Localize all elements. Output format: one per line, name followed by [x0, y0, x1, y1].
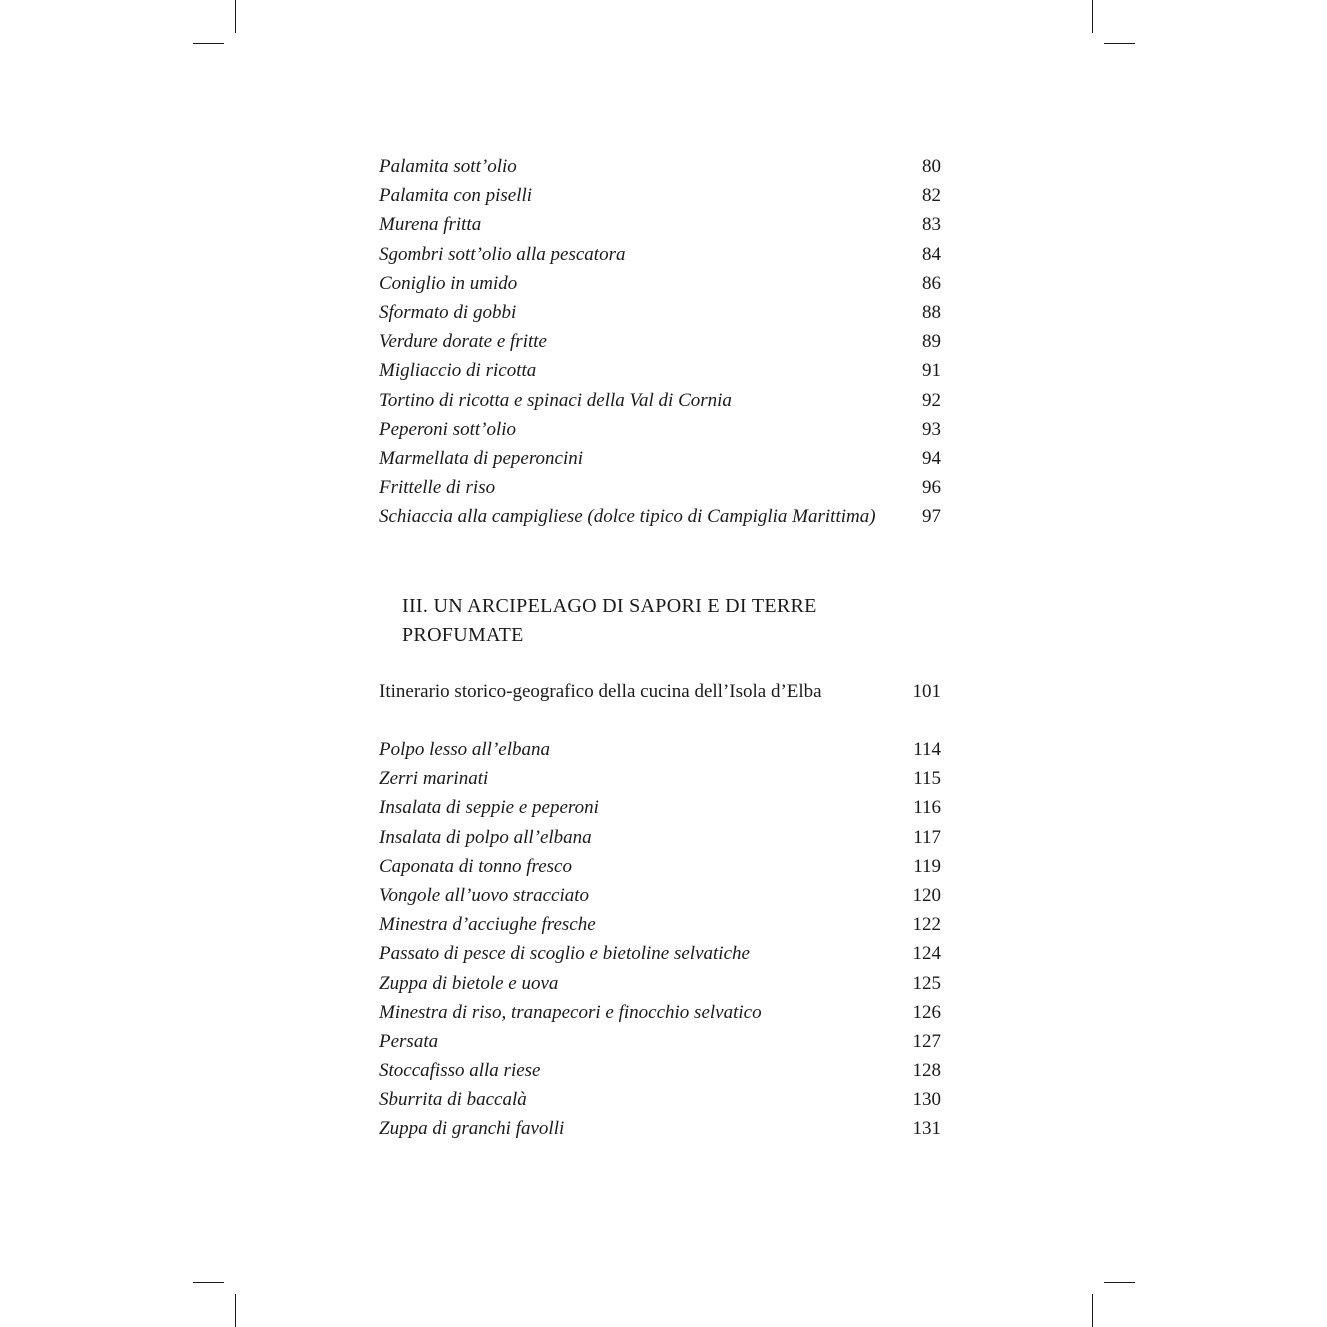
toc-entry: [379, 214, 941, 243]
toc-itinerary: [379, 681, 941, 710]
toc-entry-title: Zerri marinati: [379, 768, 489, 790]
toc-entry-title: Marmellata di peperoncini: [379, 447, 584, 469]
toc-entry: [379, 419, 941, 448]
toc-entry-page: 116: [913, 797, 941, 819]
toc-entry: [379, 185, 941, 214]
toc-entry-title: Verdure dorate e fritte: [379, 331, 547, 353]
toc-entry-page: 80: [922, 156, 941, 177]
toc-entry-title: Stoccafisso alla riese: [379, 1060, 541, 1082]
toc-entry-title: Coniglio in umido: [379, 272, 518, 294]
crop-mark-top-right-vertical: [1092, 0, 1093, 33]
toc-entry: [379, 1031, 941, 1060]
toc-entry-title: Minestra d’acciughe fresche: [379, 914, 596, 936]
toc-entry-page: 88: [922, 301, 941, 323]
toc-list-part-2: [379, 739, 941, 1148]
section-heading: [402, 592, 862, 650]
toc-entry-page: 125: [912, 972, 941, 994]
toc-entry-page: 127: [912, 1030, 941, 1052]
toc-entry: [379, 768, 941, 797]
toc-entry-title: Caponata di tonno fresco: [379, 855, 572, 877]
toc-entry-page: 83: [922, 214, 941, 236]
toc-entry: [379, 973, 941, 1002]
toc-entry-title: Sburrita di baccalà: [379, 1089, 527, 1111]
toc-entry: [379, 477, 941, 506]
toc-entry-title: Schiaccia alla campigliese (dolce tipico di Campiglia Marittima): [379, 506, 876, 528]
toc-entry: [379, 506, 941, 535]
toc-entry-title: Migliaccio di ricotta: [379, 360, 537, 382]
section-heading-line-2: PROFUMATE: [402, 624, 524, 646]
toc-entry: [379, 1060, 941, 1089]
crop-mark-bottom-left-horizontal: [193, 1282, 224, 1283]
toc-entry-page: 117: [913, 826, 941, 848]
toc-entry-page: 126: [912, 1001, 941, 1023]
toc-entry: [379, 739, 941, 768]
toc-entry-page: 101: [912, 681, 941, 702]
toc-entry-page: 122: [912, 914, 941, 936]
toc-entry-title: Zuppa di granchi favolli: [379, 1118, 565, 1140]
toc-entry: [379, 1002, 941, 1031]
toc-entry-title: Peperoni sott’olio: [379, 418, 517, 440]
toc-entry-title: Palamita con piselli: [379, 185, 533, 207]
toc-entry-itinerary: [379, 681, 941, 710]
toc-entry: [379, 1118, 941, 1147]
toc-entry-page: 93: [922, 418, 941, 440]
toc-entry-page: 89: [922, 331, 941, 353]
toc-entry: [379, 390, 941, 419]
toc-entry-title: Zuppa di bietole e uova: [379, 972, 559, 994]
toc-entry-title: Minestra di riso, tranapecori e finocchio selvatico: [379, 1001, 762, 1023]
toc-entry: [379, 827, 941, 856]
toc-entry-title: Palamita sott’olio: [379, 156, 517, 177]
toc-entry-title: Polpo lesso all’elbana: [379, 739, 550, 760]
toc-entry-page: 91: [922, 360, 941, 382]
toc-entry-page: 84: [922, 243, 941, 265]
crop-mark-bottom-left-vertical: [235, 1294, 236, 1327]
toc-list-part-1: [379, 156, 941, 535]
toc-entry-page: 119: [913, 855, 941, 877]
toc-entry-page: 131: [912, 1118, 941, 1140]
toc-entry-title: Sgombri sott’olio alla pescatora: [379, 243, 626, 265]
toc-entry: [379, 914, 941, 943]
toc-entry: [379, 1089, 941, 1118]
crop-mark-top-right-horizontal: [1104, 43, 1135, 44]
toc-entry: [379, 448, 941, 477]
toc-entry-page: 130: [912, 1089, 941, 1111]
toc-entry-title: Tortino di ricotta e spinaci della Val di Cornia: [379, 389, 732, 411]
toc-entry: [379, 360, 941, 389]
toc-entry-title: Persata: [379, 1030, 439, 1052]
crop-mark-top-left-vertical: [235, 0, 236, 33]
toc-entry: [379, 302, 941, 331]
crop-mark-top-left-horizontal: [193, 43, 224, 44]
toc-entry-page: 120: [912, 884, 941, 906]
toc-entry-page: 97: [922, 506, 941, 528]
toc-entry: [379, 885, 941, 914]
toc-entry-page: 94: [922, 447, 941, 469]
toc-entry: [379, 943, 941, 972]
toc-entry: [379, 331, 941, 360]
toc-entry: [379, 244, 941, 273]
toc-entry: [379, 156, 941, 185]
toc-entry-page: 128: [912, 1060, 941, 1082]
toc-entry-title: Insalata di seppie e peperoni: [379, 797, 599, 819]
toc-entry-page: 96: [922, 477, 941, 499]
toc-entry-page: 86: [922, 272, 941, 294]
toc-entry-page: 115: [913, 768, 941, 790]
toc-entry-page: 114: [913, 739, 941, 760]
toc-entry: [379, 856, 941, 885]
toc-entry-title: Itinerario storico-geografico della cucina dell’Isola d’Elba: [379, 681, 822, 702]
section-heading-line-1: III. UN ARCIPELAGO DI SAPORI E DI TERRE: [402, 595, 817, 617]
toc-entry: [379, 273, 941, 302]
toc-entry-title: Frittelle di riso: [379, 477, 496, 499]
toc-entry-title: Sformato di gobbi: [379, 301, 517, 323]
toc-entry-page: 82: [922, 185, 941, 207]
toc-entry-title: Passato di pesce di scoglio e bietoline selvatiche: [379, 943, 750, 965]
crop-mark-bottom-right-horizontal: [1104, 1282, 1135, 1283]
crop-mark-bottom-right-vertical: [1092, 1294, 1093, 1327]
toc-entry-page: 124: [912, 943, 941, 965]
toc-entry-page: 92: [922, 389, 941, 411]
toc-entry: [379, 797, 941, 826]
toc-entry-title: Murena fritta: [379, 214, 482, 236]
toc-entry-title: Insalata di polpo all’elbana: [379, 826, 592, 848]
toc-entry-title: Vongole all’uovo stracciato: [379, 884, 590, 906]
